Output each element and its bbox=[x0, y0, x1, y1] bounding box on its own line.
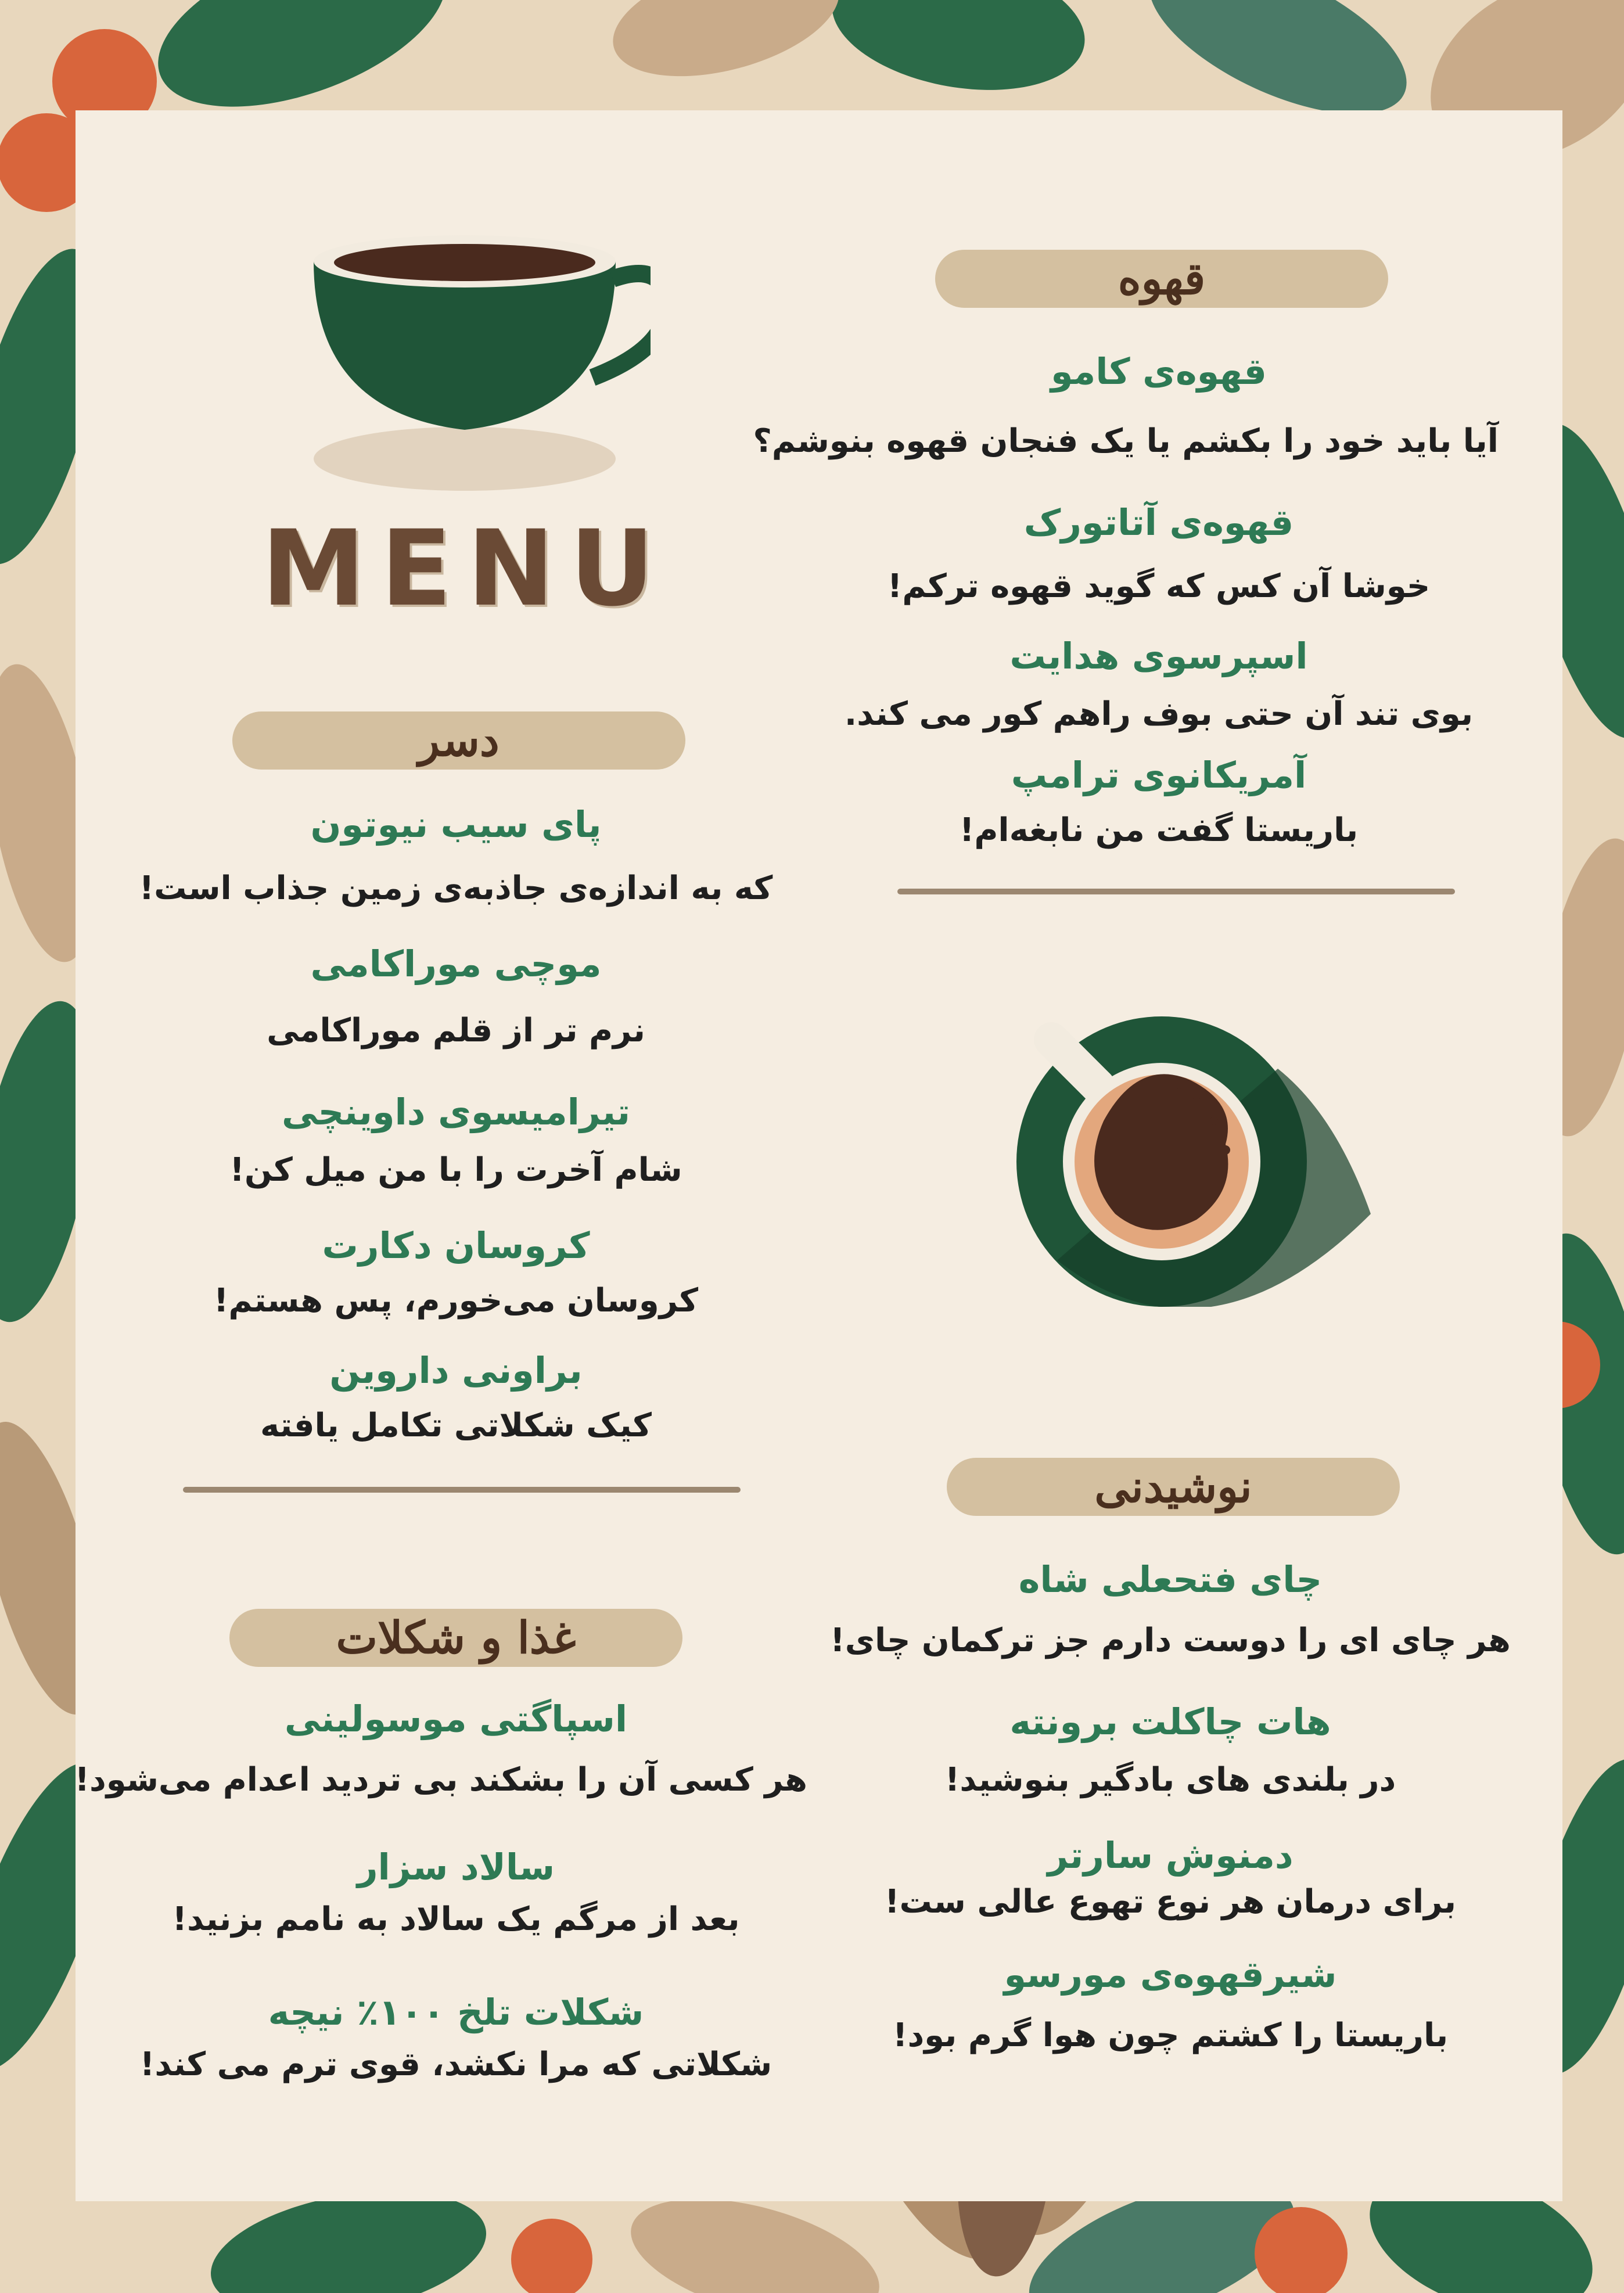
coffee-item-name: قهوه‌ی کامو bbox=[1051, 350, 1267, 393]
drinks-item-name: چای فتحعلی شاه bbox=[1018, 1558, 1323, 1601]
coffee-cup-top-icon bbox=[964, 970, 1400, 1307]
dessert-item-name: کروسان دکارت bbox=[322, 1224, 590, 1267]
dessert-item-name: تیرامیسوی داوینچی bbox=[281, 1091, 631, 1133]
drinks-item-desc: هر چای ای را دوست دارم جز ترکمان چای! bbox=[830, 1622, 1511, 1659]
dessert-item-desc: کروسان می‌خورم، پس هستم! bbox=[213, 1282, 699, 1320]
section-drinks-title: نوشیدنی bbox=[947, 1458, 1400, 1516]
coffee-item-desc: خوشا آن کس که گوید قهوه ترکم! bbox=[887, 567, 1431, 605]
food-item-name: شکلات تلخ ۱۰۰٪ نیچه bbox=[268, 1991, 644, 2033]
section-divider bbox=[897, 889, 1455, 894]
coffee-item-desc: آیا باید خود را بکشم یا یک فنجان قهوه بنوشم؟ bbox=[753, 422, 1499, 460]
section-divider bbox=[183, 1487, 741, 1493]
dessert-item-name: براونی داروین bbox=[329, 1349, 583, 1392]
dessert-item-desc: شام آخرت را با من میل کن! bbox=[229, 1151, 682, 1189]
drinks-item-name: هات چاکلت برونته bbox=[1009, 1701, 1331, 1743]
food-item-desc: شکلاتی که مرا نکشد، قوی ترم می کند! bbox=[139, 2046, 773, 2083]
section-food-title: غذا و شکلات bbox=[229, 1609, 682, 1667]
food-item-desc: هر کسی آن را بشکند بی تردید اعدام می‌شود! bbox=[74, 1761, 807, 1799]
menu-title: MENU bbox=[261, 508, 670, 630]
section-dessert-title: دسر bbox=[232, 711, 685, 770]
drinks-item-desc: برای درمان هر نوع تهوع عالی ست! bbox=[884, 1883, 1457, 1921]
dessert-item-desc: نرم تر از قلم موراکامی bbox=[267, 1012, 645, 1050]
dessert-item-desc: کیک شکلاتی تکامل یافته bbox=[260, 1407, 652, 1444]
coffee-item-name: آمریکانوی ترامپ bbox=[1011, 754, 1307, 796]
food-item-name: سالاد سزار bbox=[357, 1846, 555, 1888]
drinks-item-desc: در بلندی های بادگیر بنوشید! bbox=[944, 1761, 1396, 1799]
drinks-item-name: دمنوش سارتر bbox=[1047, 1834, 1294, 1877]
coffee-cup-side-icon bbox=[290, 221, 651, 494]
dessert-item-name: موچی موراکامی bbox=[310, 943, 602, 985]
coffee-item-desc: بوی تند آن حتی بوف راهم کور می کند. bbox=[844, 695, 1474, 733]
food-item-name: اسپاگتی موسولینی bbox=[284, 1698, 628, 1740]
coffee-item-name: اسپرسوی هدایت bbox=[1009, 635, 1308, 677]
dessert-item-name: پای سیب نیوتون bbox=[310, 803, 602, 846]
food-item-desc: بعد از مرگم یک سالاد به نامم بزنید! bbox=[172, 1900, 740, 1938]
dessert-item-desc: که به اندازه‌ی جاذبه‌ی زمین جذاب است! bbox=[139, 869, 773, 907]
coffee-item-name: قهوه‌ی آتاتورک bbox=[1023, 501, 1294, 544]
section-coffee-title: قهوه bbox=[935, 250, 1388, 308]
drinks-item-desc: باریستا را کشتم چون هوا گرم بود! bbox=[892, 2017, 1449, 2054]
coffee-item-desc: باریستا گفت من نابغه‌ام! bbox=[959, 811, 1359, 849]
drinks-item-name: شیرقهوه‌ی مورسو bbox=[1004, 1953, 1337, 1996]
